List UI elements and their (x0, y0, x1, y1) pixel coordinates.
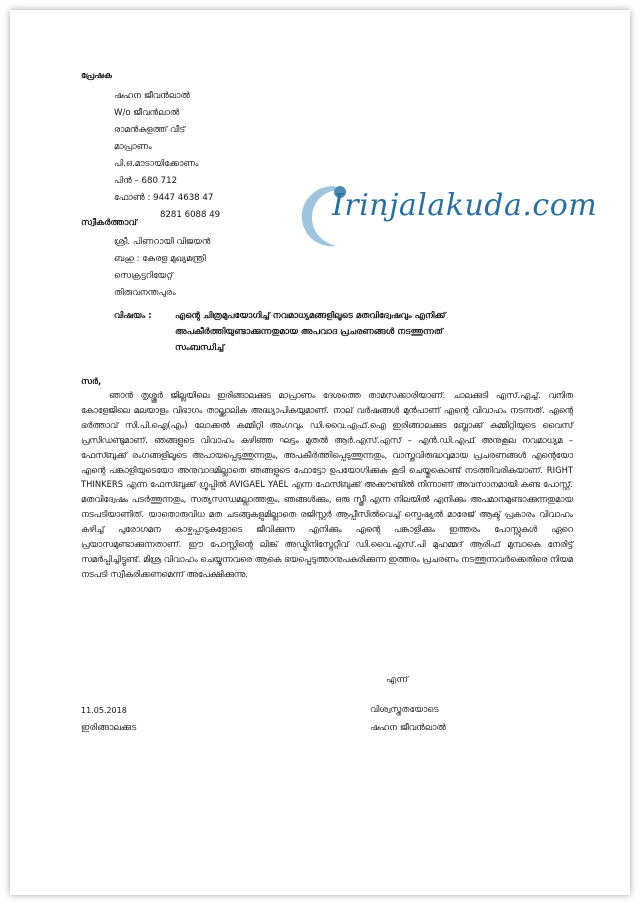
signatory-name: ഷഹന ജീവൻലാൽ (370, 723, 447, 733)
salutation: സർ, (81, 377, 102, 387)
subject-line: സംബന്ധിച്ച് (175, 343, 225, 353)
subject-line: എന്റെ ചിത്രമുപയോഗിച്ച് നവമാധ്യമങ്ങളിലൂടെ മതവിദ്വേഷവും എനിക്ക് (175, 311, 446, 321)
sender-phone: ഫോൺ : 9447 4638 47 (114, 193, 214, 203)
recipient-line: ബഹു : കേരള മുഖ്യമന്ത്രി (114, 254, 206, 264)
sender-line: രാമൻകുളത്ത് വീട് (114, 125, 186, 135)
recipient-heading: സ്വീകർത്താവ് (81, 218, 137, 228)
closing-enn: എന്ന് (386, 675, 408, 685)
sender-heading: പ്രേഷക (81, 71, 112, 81)
letter-page (10, 10, 630, 895)
letter-body: ഞാൻ തൃശ്ശൂർ ജില്ലയിലെ ഇരിങ്ങാലക്കുട മാപ്രാണം ദേശത്തെ താമസക്കാരിയാണ്. ചാലക്കുടി എസ്.എച്ച്. വനിത കോളേജിലെ മലയാളം വിഭാഗം താല്ക്കാലിക അദ്ധ്യാപികയുമാണ്. നാല് വർഷങ്ങൾ മുൻപാണ് എന്റെ വിവാഹം നടന്നത്. എന്റെ ഭർത്താവ് സി.പി.ഐ(എം) ലോക്കൽ കമ്മിറ്റി അംഗവും ഡി.വൈ.എഫ്.ഐ ഇരിങ്ങാലക്കുട ബ്ലോക്ക് കമ്മിറ്റിയുടെ വൈസ് പ്രസിഡണ്ടുമാണ്. ഞങ്ങളുടെ വിവാഹം കഴിഞ്ഞ ഘട്ടം മുതൽ ആർ.എസ്.എസ് – എൻ.ഡി.എഫ് അനുകൂല നവമാധ്യമ – ഫേസ്ബുക്ക് രംഗങ്ങളിലൂടെ അപായപ്പെടുത്തുന്നതും, അപകീർത്തിപ്പെടുത്തുന്നതും, വാസ്തവിരുദ്ധവുമായ പ്രചരണങ്ങൾ എന്റെയോ എന്റെ പങ്കാളിയുടെയോ അനുവാദമില്ലാതെ ഞങ്ങളുടെ ഫോട്ടോ ഉപയോഗിക്കുക കൂടി ചെയ്തുകൊണ്ട് നടത്തിവരികയാണ്. RIGHT THINKERS എന്ന ഫേസ്ബുക്ക് ഗ്രൂപ്പിൽ AVIGAEL YAEL എന്ന ഫേസ്ബുക്ക് അക്കൗണ്ടിൽ നിന്നാണ് അവസാനമായി കണ്ട പോസ്റ്റ്. മതവിദ്വേഷം പടർത്തുന്നതും, സത്യസന്ധമല്ലാത്തതും, ഞങ്ങൾക്കും, ഒരു സ്ത്രീ എന്ന നിലയിൽ എനിക്കും അപമാനമുണ്ടാക്കുന്നതുമായ നടപടിയാണിത്. യാതൊരുവിധ മത ചടങ്ങുകളുമില്ലാതെ രജിസ്റ്റർ ആപ്പീസിൽവെച്ച് സ്പെഷ്യൽ മാരേജ് ആക്ട് പ്രകാരം വിവാഹം കഴിച്ച് പുരോഗമന കാഴ്ചപ്പാടുകളോടെ ജീവിക്കുന്ന എനിക്കും എന്റെ പങ്കാളിക്കും ഇത്തരം പോസ്റ്റുകൾ ഏറെ പ്രയാസമുണ്ടാക്കുന്നതാണ്. ഈ പോസ്റ്റിന്റെ ലിങ്ക് അഡ്മിനിസ്ട്രേറ്റീവ് ഡി.വൈ.എസ്.പി മുഹമ്മദ് ആരിഫ് മുമ്പാകെ നേരിട്ട് സമർപ്പിച്ചിട്ടുണ്ട്. മിശ്ര വിവാഹം ചെയ്യുന്നവരെ ആകെ ഭയപ്പെടുത്താനുപകരിക്കുന്ന ഇത്തരം പ്രചരണം നടത്തുന്നവർക്കെതിരെ നിയമ നടപടി സ്വീകരിക്കണമെന്ന് അപേക്ഷിക്കുന്നു. (81, 390, 573, 579)
recipient-line: ശ്രീ. പിണറായി വിജയൻ (114, 237, 211, 247)
letter-date: 11.05.2018 (81, 706, 127, 715)
sender-line: ഷഹന ജീവൻലാൽ (114, 91, 191, 101)
sender-line: മാപ്രാണം (114, 142, 152, 152)
letter-place: ഇരിങ്ങാലക്കുട (81, 723, 137, 733)
sender-line: പിൻ – 680 712 (114, 176, 178, 186)
watermark-text: Irinjalakuda.com (332, 188, 598, 223)
watermark-logo (292, 178, 598, 258)
sender-line: W/o ജീവൻലാൽ (114, 108, 180, 118)
subject-line: അപകീർത്തിയുണ്ടാക്കുന്നതുമായ അപവാദ പ്രചരണങ്ങൾ നടത്തുന്നത് (175, 327, 443, 337)
recipient-line: തിരുവനന്തപുരം (114, 288, 176, 298)
sender-phone-2: 8281 6088 49 (160, 210, 221, 220)
subject-label: വിഷയം : (114, 311, 152, 321)
closing-faithfully: വിശ്വസ്തതയോടെ (370, 705, 439, 715)
recipient-line: സെക്രട്ടറിയേറ്റ് (114, 271, 173, 281)
sender-line: പി.ഒ.മാടായിക്കോണം (114, 159, 199, 169)
